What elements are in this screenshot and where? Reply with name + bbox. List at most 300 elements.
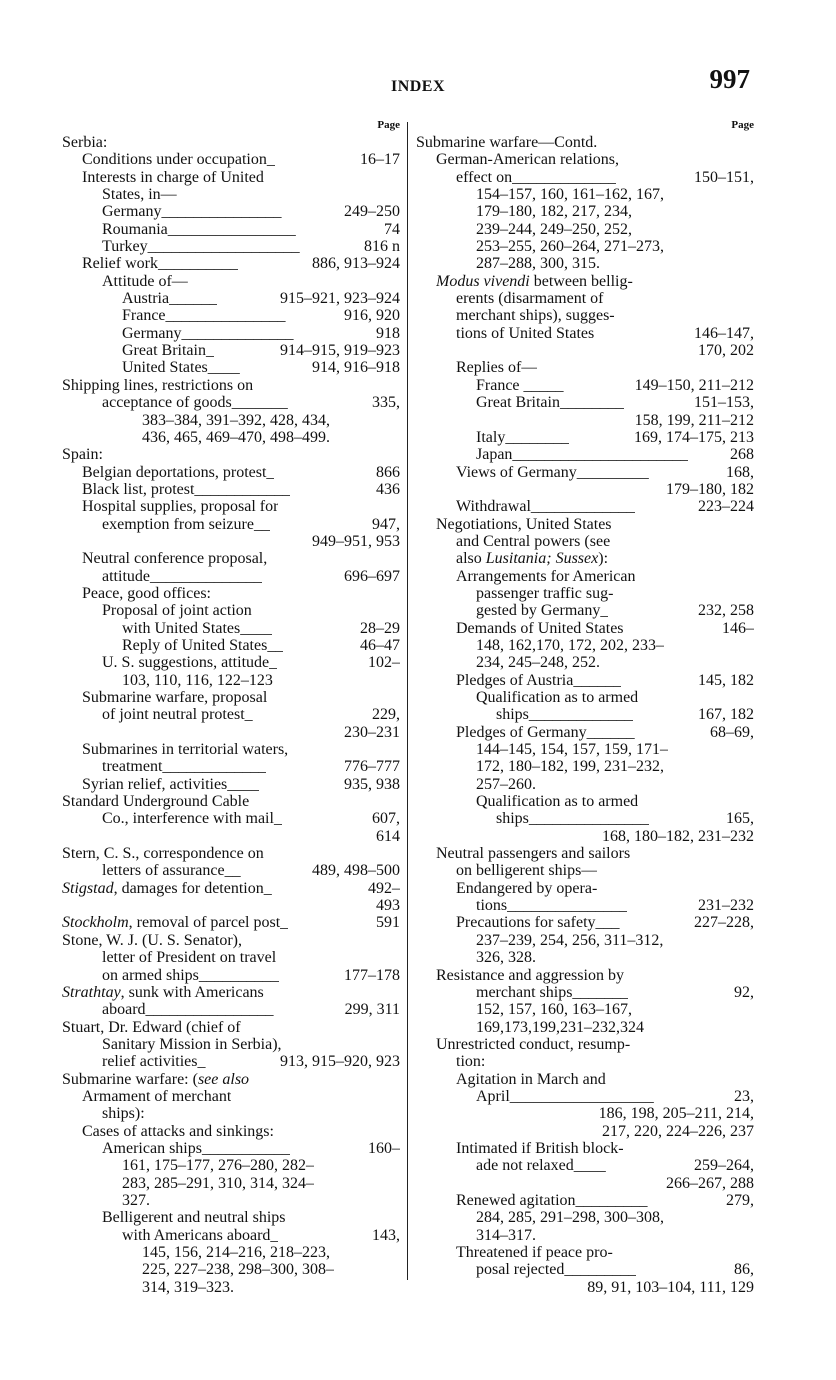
index-entry-label: 327. (122, 1191, 150, 1209)
index-entry-label: gested by Germany_ (476, 602, 609, 620)
index-entry-pages: 489, 498–500 (312, 862, 400, 880)
index-entry-label: Pledges of Germany______ (456, 723, 635, 741)
index-entry-label: letters of assurance__ (102, 862, 241, 880)
index-entry-pages: 143, (372, 1226, 400, 1244)
index-entry-label: 152, 157, 160, 163–167, (476, 1001, 632, 1019)
index-entry-label: Submarine warfare, proposal (82, 689, 268, 706)
index-entry (62, 446, 400, 463)
index-entry (62, 498, 400, 515)
index-entry (62, 1105, 400, 1122)
index-entry-pages: 866 (376, 463, 400, 481)
index-entry-pages: 168, 180–182, 231–232 (602, 827, 754, 845)
index-entry (416, 949, 754, 966)
index-entry (416, 394, 754, 411)
index-entry-label: Proposal of joint action (102, 602, 252, 620)
index-entry (416, 429, 754, 446)
index-entry-label: 436, 465, 469–470, 498–499. (142, 428, 330, 446)
index-entry (416, 377, 754, 394)
index-entry-label: 148, 162,170, 172, 202, 233– (476, 636, 664, 654)
index-entry (416, 810, 754, 827)
index-entry (62, 481, 400, 498)
index-entry-label: Germany______________ (122, 324, 294, 342)
index-entry-label: also Lusitania; Sussex): (456, 550, 609, 568)
index-entry-pages: 89, 91, 103–104, 111, 129 (587, 1278, 754, 1296)
index-entry-pages: 231–232 (698, 897, 754, 915)
index-entry-label: Stockholm, removal of parcel post_ (62, 914, 289, 932)
index-entry (62, 949, 400, 966)
index-entry (416, 1019, 754, 1036)
index-column-right (416, 116, 754, 1296)
index-entry (62, 412, 400, 429)
index-entry-pages: 179–180, 182 (666, 480, 754, 498)
index-entry (416, 464, 754, 481)
index-entry (62, 1261, 400, 1278)
index-entry-label: tions_______________ (476, 897, 628, 915)
index-entry (416, 689, 754, 706)
index-entry-label: relief activities_ (102, 1053, 206, 1071)
index-entry (416, 932, 754, 949)
index-entry-pages: 279, (726, 1191, 754, 1209)
index-entry-pages: 217, 220, 224–226, 237 (602, 1122, 754, 1140)
index-entry-label: aboard________________ (102, 1001, 274, 1019)
index-entry (62, 325, 400, 342)
index-entry (62, 932, 400, 949)
index-entry-label: 257–260. (476, 775, 536, 793)
index-entry-pages: 86, (734, 1261, 754, 1279)
index-entry-label: 144–145, 154, 157, 159, 171– (476, 741, 668, 759)
index-entry (62, 654, 400, 671)
index-entry-label: Withdrawal_____________ (456, 498, 635, 516)
index-entry-label: Co., interference with mail_ (102, 810, 282, 828)
index-entry-pages: 170, 202 (698, 342, 754, 360)
index-entry-label: Peace, good offices: (82, 584, 211, 602)
index-entry (416, 1227, 754, 1244)
index-entry (416, 498, 754, 515)
index-entry-label: 239–244, 249–250, 252, (476, 220, 632, 238)
index-entry-label: Qualification as to armed (476, 793, 639, 811)
index-entry-label: on belligerent ships— (456, 862, 598, 880)
index-entry (62, 151, 400, 168)
index-entry (416, 273, 754, 290)
index-entry-label: Standard Underground Cable (62, 793, 250, 811)
index-entry (62, 394, 400, 411)
index-entry (416, 325, 754, 342)
index-entry (416, 1123, 754, 1140)
index-entry (416, 602, 754, 619)
index-entry (62, 967, 400, 984)
index-entry (62, 880, 400, 897)
page-header (60, 64, 776, 110)
index-entry-pages: 23, (734, 1087, 754, 1105)
index-entry-label: treatment_____________ (102, 758, 267, 776)
index-entry-label: United States____ (122, 359, 240, 377)
index-entry (416, 1279, 754, 1296)
index-entry (62, 1123, 400, 1140)
index-entry (62, 238, 400, 255)
index-entry-label: Japan______________________ (476, 446, 689, 464)
index-entry-pages: 696–697 (344, 567, 400, 585)
index-entry (416, 1140, 754, 1157)
index-entry-label: exemption from seizure__ (102, 515, 270, 533)
index-entry (416, 637, 754, 654)
index-entry (62, 169, 400, 186)
index-entry-label: 154–157, 160, 161–162, 167, (476, 186, 664, 204)
index-entry-label: Agitation in March and (456, 1070, 606, 1088)
index-entry-pages: 223–224 (698, 498, 754, 516)
index-entry-label: Stigstad, damages for detention_ (62, 879, 272, 897)
index-entry-pages: 169, 174–175, 213 (634, 428, 754, 446)
index-entry (62, 741, 400, 758)
index-entry-label: with Americans aboard_ (122, 1226, 279, 1244)
index-entry-label: 172, 180–182, 199, 231–232, (476, 758, 664, 776)
index-entry-label: 383–384, 391–392, 428, 434, (142, 411, 330, 429)
index-entry-label: Views of Germany_________ (456, 463, 649, 481)
index-entry-label: U. S. suggestions, attitude_ (102, 654, 278, 672)
index-entry-label: posal rejected_________ (476, 1261, 637, 1279)
index-entry-label: erents (disarmament of (456, 290, 604, 308)
index-entry-pages: 177–178 (344, 966, 400, 984)
index-entry (62, 568, 400, 585)
index-entry (62, 828, 400, 845)
index-entry-label: States, in— (102, 186, 177, 204)
index-entry (62, 984, 400, 1001)
index-entry-label: Neutral passengers and sailors (436, 845, 631, 863)
index-entry-pages: 914–915, 919–923 (280, 342, 400, 360)
index-entry (62, 273, 400, 290)
index-entry (416, 1261, 754, 1278)
index-entry (62, 533, 400, 550)
index-entry (416, 481, 754, 498)
index-entry (62, 359, 400, 376)
index-entry (62, 602, 400, 619)
index-entry-label: on armed ships__________ (102, 966, 279, 984)
index-entry (416, 828, 754, 845)
index-entry (62, 134, 400, 151)
index-entry-label: Submarine warfare—Contd. (416, 134, 598, 151)
index-entry-pages: 167, 182 (698, 706, 754, 724)
index-entry-label: Replies of— (456, 359, 538, 377)
index-entry (416, 342, 754, 359)
index-entry (62, 203, 400, 220)
index-entry (62, 758, 400, 775)
running-title: INDEX (390, 78, 446, 95)
index-entry-pages: 266–267, 288 (666, 1174, 754, 1192)
index-entry (416, 654, 754, 671)
index-entry (416, 1244, 754, 1261)
index-entry (416, 672, 754, 689)
index-entry (62, 862, 400, 879)
index-entry-pages: 816 n (364, 238, 400, 256)
column-head-page: Page (377, 119, 400, 131)
index-entry (62, 1157, 400, 1174)
index-entry (416, 290, 754, 307)
index-entry-pages: 227–228, (694, 914, 754, 932)
index-entry-pages: 915–921, 923–924 (280, 290, 400, 308)
index-entry-label: effect on_____________ (456, 168, 617, 186)
index-entry-label: of joint neutral protest_ (102, 706, 253, 724)
index-entry-label: Syrian relief, activities____ (82, 775, 260, 793)
index-entry-label: 283, 285–291, 310, 314, 324– (122, 1174, 314, 1192)
index-entry-pages: 230–231 (344, 723, 400, 741)
index-entry-label: Intimated if British block- (456, 1139, 624, 1157)
index-entry (62, 1175, 400, 1192)
index-entry-label: Endangered by opera- (456, 879, 598, 897)
index-entry (416, 516, 754, 533)
index-entry (416, 1157, 754, 1174)
index-entry (62, 550, 400, 567)
index-entry (416, 134, 754, 151)
index-entry-pages: 16–17 (360, 151, 400, 169)
index-entry (62, 377, 400, 394)
index-entry-pages: 150–151, (694, 168, 754, 186)
index-entry-pages: 68–69, (710, 723, 754, 741)
index-entry (416, 585, 754, 602)
index-entry (416, 776, 754, 793)
index-entry (416, 724, 754, 741)
index-entry-label: tions of United States (456, 324, 595, 342)
index-entry-label: 314, 319–323. (142, 1278, 234, 1296)
index-entry-pages: 158, 199, 211–212 (634, 411, 754, 429)
index-entry (416, 568, 754, 585)
index-entry-label: Turkey___________________ (102, 238, 300, 256)
index-entry-label: Pledges of Austria______ (456, 671, 622, 689)
index-entry (416, 620, 754, 637)
index-entry (62, 1279, 400, 1296)
index-entry-label: France_______________ (122, 307, 286, 325)
index-entry (62, 516, 400, 533)
index-entry (62, 1192, 400, 1209)
index-entry-label: Arrangements for American (456, 567, 636, 585)
index-entry (416, 880, 754, 897)
index-entry (62, 637, 400, 654)
index-entry-pages: 146–147, (694, 324, 754, 342)
index-entry-pages: 232, 258 (698, 602, 754, 620)
index-entry-label: Attitude of— (102, 272, 188, 290)
index-entry (416, 758, 754, 775)
index-entry-label: Threatened if peace pro- (456, 1244, 613, 1261)
index-entry (62, 724, 400, 741)
index-entry-label: April__________________ (476, 1087, 654, 1105)
index-entry-label: Qualification as to armed (476, 689, 639, 706)
index-entry (62, 1036, 400, 1053)
index-entry (416, 169, 754, 186)
index-entry-label: Interests in charge of United (82, 168, 264, 186)
index-entry-label: Belgian deportations, protest_ (82, 463, 275, 481)
column-head-page: Page (731, 119, 754, 131)
index-entry (416, 1105, 754, 1122)
index-entry-label: Serbia: (62, 134, 108, 151)
index-entry-pages: 259–264, (694, 1157, 754, 1175)
index-entry-pages: 949–951, 953 (312, 532, 400, 550)
index-entry (416, 203, 754, 220)
index-entry-pages: 249–250 (344, 203, 400, 221)
index-entry-label: Relief work__________ (82, 255, 238, 273)
index-entry-label: Renewed agitation_________ (456, 1191, 648, 1209)
index-entry-pages: 28–29 (360, 619, 400, 637)
index-entry-pages: 46–47 (360, 636, 400, 654)
index-entry-label: attitude______________ (102, 567, 262, 585)
index-entry (416, 914, 754, 931)
index-entry-pages: 299, 311 (344, 1001, 400, 1019)
index-entry-pages: 493 (376, 897, 400, 915)
index-entry-pages: 151–153, (694, 394, 754, 412)
index-entry-label: Spain: (62, 446, 103, 464)
index-entry-label: 103, 110, 116, 122–123 (122, 671, 273, 689)
index-entry-label: merchant ships_______ (476, 983, 629, 1001)
index-entry (416, 151, 754, 168)
index-entry-pages: 268 (730, 446, 754, 464)
index-entry-label: Reply of United States__ (122, 636, 284, 654)
index-entry-label: Stuart, Dr. Edward (chief of (62, 1018, 241, 1036)
index-entry-label: ade not relaxed____ (476, 1157, 606, 1175)
index-entry-pages: 776–777 (344, 758, 400, 776)
index-entry (416, 793, 754, 810)
index-entry (416, 1071, 754, 1088)
index-entry (62, 620, 400, 637)
index-entry (416, 1001, 754, 1018)
index-entry (62, 793, 400, 810)
index-entry-pages: 914, 916–918 (312, 359, 400, 377)
index-entry (62, 1019, 400, 1036)
index-entry-label: Austria______ (122, 290, 218, 308)
index-entry-label: Great Britain_ (122, 342, 214, 360)
index-entry-label: passenger traffic sug- (476, 584, 614, 602)
index-entry-label: Modus vivendi between bellig- (436, 272, 633, 290)
index-entry-pages: 916, 920 (344, 307, 400, 325)
index-entry (62, 1071, 400, 1088)
index-entry-label: Shipping lines, restrictions on (62, 376, 254, 394)
index-entry-pages: 165, (726, 810, 754, 828)
index-entry (62, 672, 400, 689)
index-entry (62, 810, 400, 827)
index-entry (62, 1088, 400, 1105)
index-entry-pages: 92, (734, 983, 754, 1001)
index-entry-pages: 607, (372, 810, 400, 828)
index-entry-pages: 160– (368, 1139, 400, 1157)
index-entry (416, 1088, 754, 1105)
index-entry (416, 221, 754, 238)
index-entry (62, 1140, 400, 1157)
index-entry-label: 253–255, 260–264, 271–273, (476, 238, 664, 256)
index-entry (62, 585, 400, 602)
index-entry-label: Unrestricted conduct, resump- (436, 1035, 631, 1053)
index-entry-pages: 614 (376, 827, 400, 845)
index-entry (62, 429, 400, 446)
index-entry-label: Stone, W. J. (U. S. Senator), (62, 931, 242, 949)
index-entry (416, 238, 754, 255)
index-entry (62, 897, 400, 914)
index-entry-label: 145, 156, 214–216, 218–223, (142, 1244, 330, 1261)
index-entry-pages: 913, 915–920, 923 (280, 1053, 400, 1071)
index-entry (62, 464, 400, 481)
index-entry-label: 237–239, 254, 256, 311–312, (476, 931, 664, 949)
index-entry (416, 307, 754, 324)
index-entry-pages: 168, (726, 463, 754, 481)
index-entry (416, 550, 754, 567)
index-entry-pages: 492– (368, 879, 400, 897)
index-entry-pages: 146– (722, 619, 754, 637)
index-entry-label: 326, 328. (476, 949, 536, 967)
index-entry-label: with United States____ (122, 619, 273, 637)
page-number: 997 (709, 64, 750, 94)
index-entry (416, 1192, 754, 1209)
index-entry (416, 862, 754, 879)
index-entry-label: Conditions under occupation_ (82, 151, 275, 169)
index-entry-label: France _____ (476, 376, 564, 394)
index-entry (62, 706, 400, 723)
index-entry (62, 914, 400, 931)
index-entry (416, 255, 754, 272)
index-entry-label: 225, 227–238, 298–300, 308– (142, 1261, 334, 1279)
index-entry (416, 412, 754, 429)
index-entry-label: and Central powers (see (456, 532, 611, 550)
index-entry-label: Italy________ (476, 428, 570, 446)
index-entry-label: Submarine warfare: (see also (62, 1070, 250, 1088)
index-entry-label: Black list, protest____________ (82, 480, 291, 498)
index-entry-pages: 947, (372, 515, 400, 533)
index-entry-label: tion: (456, 1053, 486, 1071)
index-entry-pages: 591 (376, 914, 400, 932)
index-entry-pages: 335, (372, 394, 400, 412)
index-entry-label: 169,173,199,231–232,324 (476, 1018, 644, 1036)
index-entry (416, 446, 754, 463)
index-entry (416, 1036, 754, 1053)
index-entry-label: Germany_______________ (102, 203, 282, 221)
index-entry-label: Hospital supplies, proposal for (82, 498, 279, 516)
index-entry (62, 342, 400, 359)
index-entry-label: Armament of merchant (82, 1087, 232, 1105)
index-entry (62, 689, 400, 706)
index-entry-label: 234, 245–248, 252. (476, 654, 600, 672)
column-divider (407, 122, 408, 1280)
index-entry (416, 984, 754, 1001)
index-entry-label: acceptance of goods_______ (102, 394, 288, 412)
index-entry-label: Great Britain________ (476, 394, 624, 412)
index-entry (62, 1227, 400, 1244)
index-entry (416, 706, 754, 723)
index-entry-label: ships_______________ (496, 810, 649, 828)
index-entry-label: American ships___________ (102, 1139, 290, 1157)
index-entry-label: Roumania________________ (102, 220, 296, 238)
index-entry-pages: 74 (384, 220, 400, 238)
index-entry (62, 221, 400, 238)
index-entry-pages: 145, 182 (698, 671, 754, 689)
index-entry-label: Demands of United States (456, 619, 624, 637)
index-entry-label: Cases of attacks and sinkings: (82, 1122, 274, 1140)
index-entry (416, 1175, 754, 1192)
index-entry-pages: 918 (376, 324, 400, 342)
index-entry (416, 967, 754, 984)
index-entry (62, 845, 400, 862)
index-entry (416, 359, 754, 376)
index-entry (416, 186, 754, 203)
index-entry (62, 1244, 400, 1261)
index-entry (62, 776, 400, 793)
index-entry (62, 1209, 400, 1226)
index-entry-label: Sanitary Mission in Serbia), (102, 1035, 282, 1053)
index-entry-label: Negotiations, United States (436, 515, 612, 533)
index-entry-label: ships): (102, 1105, 145, 1123)
index-entry-label: Precautions for safety___ (456, 914, 620, 932)
index-entry (62, 1001, 400, 1018)
index-entry-label: 179–180, 182, 217, 234, (476, 203, 632, 221)
index-entry-label: Submarines in territorial waters, (82, 741, 289, 759)
index-entry-pages: 935, 938 (344, 775, 400, 793)
index-entry-label: merchant ships), sugges- (456, 307, 615, 325)
index-entry (416, 1053, 754, 1070)
index-entry-label: German-American relations, (436, 151, 620, 169)
index-entry (62, 307, 400, 324)
